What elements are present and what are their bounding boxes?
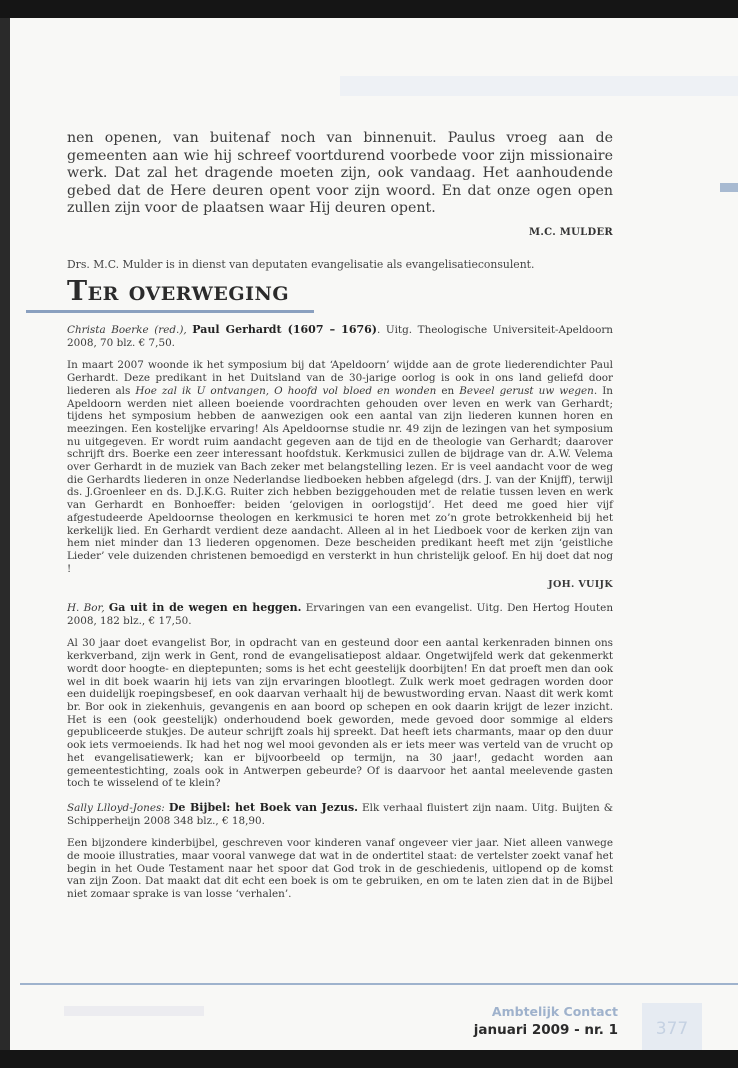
reviews-column	[67, 324, 613, 903]
section-title: Ter overweging	[67, 276, 290, 307]
footer-issue: januari 2009 - nr. 1	[473, 1022, 618, 1038]
review-2-details: Ervaringen van een evangelist. Uitg. Den Hertog Houten 2008, 182 blz., € 17,50.	[67, 602, 614, 627]
review-1-signature: JOH. VUIJK	[548, 579, 613, 591]
review-1-body-text-1: In maart 2007 woonde ik het symposium bij dat ‘Apeldoorn’ wijdde aan de grote liederendichter Paul Gerhardt. Deze predikant in het Duitsland van de 30-jarige oorlog is ook in ons land geliefd door liederen als	[67, 359, 613, 397]
review-2-reference	[67, 602, 613, 627]
scan-border-left	[0, 18, 10, 1050]
intro-section	[67, 130, 613, 273]
review-3-author: Sally Llloyd-Jones:	[67, 801, 165, 814]
review-3-book-title: De Bijbel: het Boek van Jezus.	[168, 800, 358, 814]
review-1-book-title: Paul Gerhardt (1607 – 1676)	[192, 323, 377, 336]
margin-tab	[720, 183, 738, 192]
review-1-body	[67, 359, 613, 575]
review-1-body-italic-2: Beveel gerust uw wegen	[459, 384, 594, 397]
review-1-body-text-3: . In Apeldoorn werden niet alleen boeiende voordrachten gehouden over leven en werk van Gerhardt; tijdens het symposium hebben de aanwezigen ook een aantal van zijn liederen kunnen horen en meezingen. Een kostelijke ervaring! Als Apeldoornse studie nr. 49 zijn de lezingen van het symposium nu uitgegeven. Er wordt ruim aandacht gegeven aan de tijd en de theologie van Gerhardt; daarover schrijft drs. Boerke een zeer interessant hoofdstuk. Kerkmusici zullen de bijdrage van dr. A.W. Velema over Gerhardt in de muziek van Bach zeker met belangstelling lezen. Er is veel aandacht voor de weg die Gerhardts liederen in onze Nederlandse liedboeken hebben afgelegd (drs. J. van der Knijff), terwijl ds. J.Groenleer en ds. D.J.K.G. Ruiter zich hebben beziggehouden met de relatie tussen leven en werk van Gerhardt en Bonhoeffer: beiden ‘gelovigen in oorlogstijd’. Het deed me goed hier vijf afgestudeerde Apeldoornse theologen en kerkmusici te horen met zo’n grote betrokkenheid bij het kerkelijk lied. En Gerhardt verdient deze aandacht. Alleen al in het Liedboek voor de kerken zijn van hem niet minder dan 13 liederen opgenomen. Deze bescheiden predikant heeft met zijn ‘geistliche Lieder’ vele duizenden christenen bemoedigd en versterkt in hun christelijk geloof. En hij doet dat nog !	[67, 384, 613, 575]
author-footnote: Drs. M.C. Mulder is in dienst van deputaten evangelisatie als evangelisatieconsulent.	[67, 257, 535, 271]
review-2-author: H. Bor,	[67, 602, 105, 615]
footer-ghost-text	[64, 1006, 204, 1016]
review-3-reference	[67, 802, 613, 827]
intro-paragraph: nen openen, van buitenaf noch van binnenuit. Paulus vroeg aan de gemeenten aan wie hij schreef voortdurend voorbede voor zijn missionaire werk. Dat zal het dragende moeten zijn, ook vandaag. Het aanhoudende gebed dat de Here deuren opent voor zijn woord. En dat onze ogen open zullen zijn voor de plaatsen waar Hij deuren opent.	[67, 130, 613, 217]
review-3-details: Elk verhaal fluistert zijn naam. Uitg. Buijten & Schipperheijn 2008 348 blz., € 18,90.	[67, 801, 614, 827]
review-1-details: . Uitg. Theologische Universiteit-Apeldoorn 2008, 70 blz. € 7,50.	[67, 324, 613, 349]
review-1-author: Christa Boerke (red.),	[67, 324, 187, 336]
footer-magazine-name: Ambtelijk Contact	[491, 1004, 618, 1019]
section-title-rule	[26, 310, 314, 313]
scan-border-bottom	[0, 1050, 738, 1068]
scan-border-top	[0, 0, 738, 18]
review-1-body-text-2: en	[436, 384, 460, 397]
review-1-reference	[67, 324, 613, 349]
review-2-body: Al 30 jaar doet evangelist Bor, in opdracht van en gesteund door een aantal kerkenraden binnen ons kerkverband, zijn werk in Gent, rond de evangelisatiepost aldaar. Ongetwijfeld werk dat gekenmerkt wordt door hoogte- en dieptepunten; soms is het echt geestelijk doorbijten! En dat proeft men dan ook wel in dit boek waarin hij iets van zijn ervaringen blootlegt. Zulk werk moet gedragen worden door een duidelijk roepingsbesef, en ook daarvan verhaalt hij de bewustwording ervan. Naast dit werk komt br. Bor ook in ziekenhuis, gevangenis en aan boord op schepen en ook daarin krijgt de lezer inzicht. Het is een (ook geestelijk) onderhoudend boek geworden, mede gevoed door sommige al elders gepubliceerde stukjes. De auteur schrijft zoals hij spreekt. Dat heeft iets charmants, maar op den duur ook iets vermoeiends. Ik had het nog wel mooi gevonden als er iets meer was verteld van de vrucht op het evangelisatiewerk; kan er bijvoorbeeld op termijn, na 30 jaar!, gedacht worden aan gemeentestichting, zoals ook in Antwerpen gebeurde? Of is daarvoor het aantal meelevende gasten toch te wisselend of te klein?	[67, 637, 613, 790]
review-1-body-italic: Hoe zal ik U ontvangen, O hoofd vol bloed en wonden	[135, 384, 437, 397]
footer-rule	[20, 983, 738, 985]
page-number: 377	[642, 1003, 702, 1054]
intro-signature: M.C. MULDER	[528, 226, 613, 238]
review-3-body: Een bijzondere kinderbijbel, geschreven voor kinderen vanaf ongeveer vier jaar. Niet alleen vanwege de mooie illustraties, maar vooral vanwege dat wat in de ondertitel staat: de vertelster zoekt vanaf het begin in het Oude Testament naar het spoor dat God trok in de geschiedenis, uitlopend op de komst van zijn Zoon. Dat maakt dat dit echt een boek is om te gebruiken, en om te laten zien dat in de Bijbel niet zomaar sprake is van losse ‘verhalen’.	[67, 837, 613, 901]
review-2-book-title: Ga uit in de wegen en heggen.	[108, 601, 302, 615]
header-band	[340, 76, 738, 96]
page	[10, 18, 738, 1050]
